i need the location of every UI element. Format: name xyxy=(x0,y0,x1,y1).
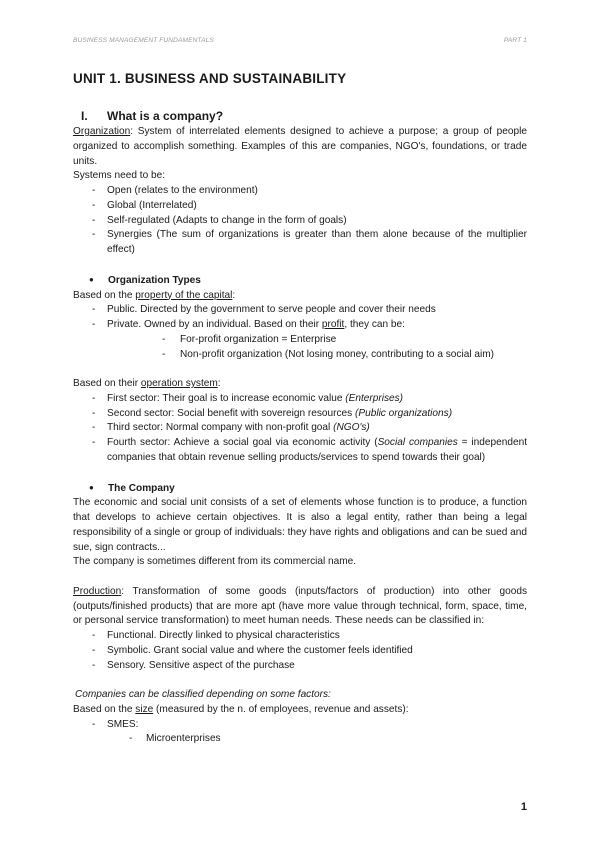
list-item: - Synergies (The sum of organizations is greater than them alone because of the multiplier effect) xyxy=(73,228,527,258)
section-number: I. xyxy=(81,109,88,123)
document-body xyxy=(73,109,527,747)
list-item: - Functional. Directly linked to physical characteristics xyxy=(73,629,527,644)
smes-list xyxy=(73,732,527,747)
size-list xyxy=(73,718,527,733)
list-item: - Microenterprises xyxy=(73,732,527,747)
company-heading: ● The Company xyxy=(73,482,527,497)
list-item: - For-profit organization = Enterprise xyxy=(73,333,527,348)
list-item: - Global (Interrelated) xyxy=(73,199,527,214)
running-header-title: BUSINESS MANAGEMENT FUNDAMENTALS xyxy=(73,37,214,44)
list-item: - Sensory. Sensitive aspect of the purchase xyxy=(73,659,527,674)
list-item: - Second sector: Social benefit with sovereign resources (Public organizations) xyxy=(73,407,527,422)
organization-term: Organization xyxy=(73,126,131,137)
profit-types-list xyxy=(73,333,527,363)
unit-title: UNIT 1. BUSINESS AND SUSTAINABILITY xyxy=(73,71,347,86)
org-types-heading: ● Organization Types xyxy=(73,274,527,289)
section-heading xyxy=(73,109,527,124)
sectors-list xyxy=(73,392,527,466)
list-item: - Self-regulated (Adapts to change in the form of goals) xyxy=(73,214,527,229)
list-item: - Open (relates to the environment) xyxy=(73,184,527,199)
list-item: - Private. Owned by an individual. Based on their profit, they can be: xyxy=(73,318,527,333)
list-item: - Third sector: Normal company with non-profit goal (NGO's) xyxy=(73,421,527,436)
list-item: - SMES: xyxy=(73,718,527,733)
operation-intro: Based on their operation system: xyxy=(73,378,221,389)
list-item: - Public. Directed by the government to serve people and cover their needs xyxy=(73,303,527,318)
list-item: - Symbolic. Grant social value and where the customer feels identified xyxy=(73,644,527,659)
list-item: - First sector: Their goal is to increase economic value (Enterprises) xyxy=(73,392,527,407)
organization-definition: Organization: System of interrelated elements designed to achieve a purpose; a group of people organized to accomplish something. Examples of this are companies, NGO's, foundations, or trade units. xyxy=(73,126,527,167)
running-header-part: PART 1 xyxy=(503,37,527,44)
section-title: What is a company? xyxy=(107,109,224,123)
systems-intro: Systems need to be: xyxy=(73,170,166,182)
company-paragraph: The economic and social unit consists of a set of elements whose function is to produce, a function that develops to achieve certain objectives. It is also a legal entity, rather than being a legal responsibility of a single or group of individuals: they have rights and obligations and can be sued and sue, sign contracts... xyxy=(73,497,527,553)
needs-list xyxy=(73,629,527,673)
production-term: Production xyxy=(73,585,122,597)
list-item: - Non-profit organization (Not losing money, contributing to a social aim) xyxy=(73,348,527,363)
capital-intro: Based on the property of the capital: xyxy=(73,289,236,301)
list-item: - Fourth sector: Achieve a social goal via economic activity (Social companies = independent companies that obtain revenue selling products/services to spend towards their goal) xyxy=(73,436,527,466)
production-definition: Production: Transformation of some goods (inputs/factors of production) into other goods (outputs/finished products) that are more apt (have more value through technical, form, space, time, or personal service transformation) to meet human needs. These needs can be classified in: xyxy=(73,585,527,627)
page-number: 1 xyxy=(520,801,527,813)
classification-intro: Companies can be classified depending on some factors: xyxy=(75,689,331,700)
capital-list xyxy=(73,303,527,333)
systems-list xyxy=(73,184,527,258)
company-name-note: The company is sometimes different from its commercial name. xyxy=(73,556,357,568)
size-intro: Based on the size (measured by the n. of employees, revenue and assets): xyxy=(73,703,409,715)
